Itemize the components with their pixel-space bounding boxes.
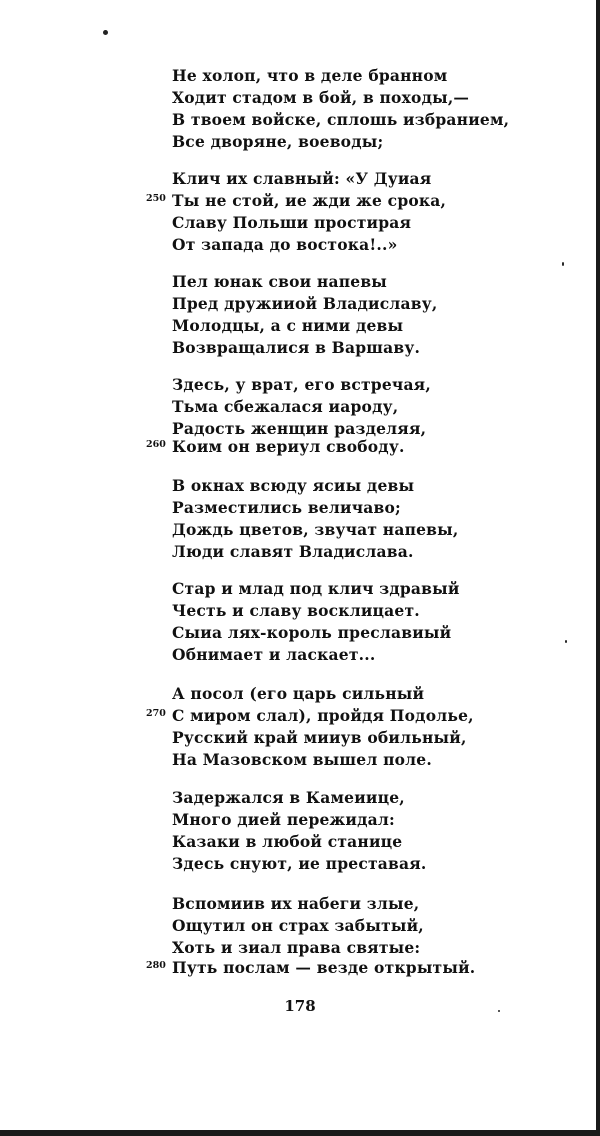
verse-line: Клич их славный: «У Дуиая (172, 169, 432, 188)
verse-line: Радость женщин разделяя, (172, 419, 427, 438)
verse-line: В окнах всюду ясиы девы (172, 476, 415, 495)
verse-line: Дождь цветов, звучат напевы, (172, 520, 459, 539)
verse-line: А посол (его царь сильный (172, 684, 425, 703)
line-number: 270 (146, 708, 166, 719)
verse-line: Вспомиив их набеги злые, (172, 894, 420, 913)
verse-line: Тьма сбежалася иароду, (172, 397, 399, 416)
verse-line: Задержался в Камеиице, (172, 788, 405, 807)
verse-line: Все дворяне, воеводы; (172, 132, 384, 151)
verse-line: Не холоп, что в деле бранном (172, 66, 448, 85)
verse-line: Пел юнак свои напевы (172, 272, 388, 291)
ink-speck (103, 30, 108, 35)
line-number: 250 (146, 193, 166, 204)
page-number: 178 (284, 997, 316, 1015)
verse-line: Здесь снуют, ие преставая. (172, 854, 427, 873)
verse-line: Обнимает и ласкает... (172, 645, 376, 664)
verse-line: Возвращалися в Варшаву. (172, 338, 421, 357)
scan-edge-bottom (0, 1130, 600, 1136)
verse-line: Здесь, у врат, его встречая, (172, 375, 431, 394)
verse-line: Молодцы, а с ними девы (172, 316, 404, 335)
ink-speck (562, 262, 564, 266)
verse-line: Славу Польши простирая (172, 213, 412, 232)
verse-line: Много дией пережидал: (172, 810, 395, 829)
verse-line: Коим он вериул свободу. (172, 437, 405, 456)
verse-line: Казаки в любой станице (172, 832, 403, 851)
verse-line: Ты не стой, ие жди же срока, (172, 191, 447, 210)
verse-line: Стар и млад под клич здравый (172, 579, 460, 598)
ink-speck (565, 640, 567, 643)
verse-line: Разместились величаво; (172, 498, 401, 517)
verse-line: Путь послам — везде открытый. (172, 958, 476, 977)
verse-line: От запада до востока!..» (172, 235, 398, 254)
verse-line: Люди славят Владислава. (172, 542, 414, 561)
verse-line: Сыиа лях-король преславиый (172, 623, 452, 642)
verse-line: На Мазовском вышел поле. (172, 750, 432, 769)
scan-edge-right (596, 0, 600, 1136)
verse-line: С миром слал), пройдя Подолье, (172, 706, 474, 725)
verse-line: Честь и славу восклицает. (172, 601, 420, 620)
verse-line: Ощутил он страх забытый, (172, 916, 424, 935)
verse-line: Пред дружииой Владиславу, (172, 294, 438, 313)
line-number: 260 (146, 439, 166, 450)
verse-line: Ходит стадом в бой, в походы,— (172, 88, 470, 107)
verse-line: В твоем войске, сплошь избранием, (172, 110, 510, 129)
verse-line: Русский край мииув обильный, (172, 728, 467, 747)
verse-line: Хоть и зиал права святые: (172, 938, 421, 957)
line-number: 280 (146, 960, 166, 971)
